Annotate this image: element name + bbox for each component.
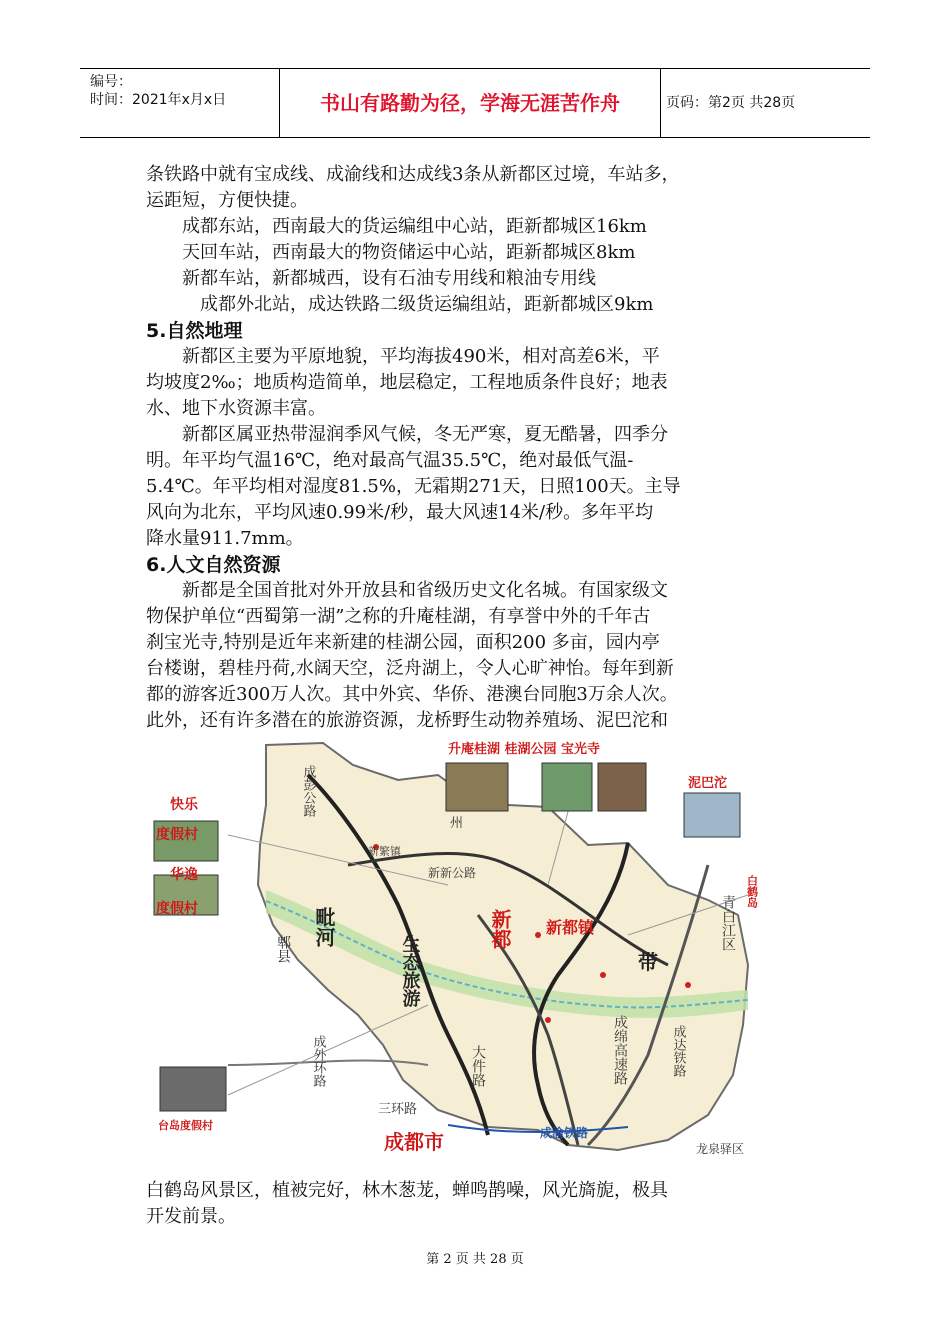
map-label-huayi: 华逸 (170, 867, 198, 883)
paragraph-line: 物保护单位“西蜀第一湖”之称的升庵桂湖，有享誉中外的千年古 (146, 606, 651, 627)
paragraph-line: 运距短，方便快捷。 (146, 190, 308, 211)
page-footer: 第 2 页 共 28 页 (426, 1252, 524, 1267)
header-meta (80, 69, 280, 137)
photo-thumbnail (446, 763, 508, 811)
map-marker (545, 1017, 551, 1023)
map-label-xinxin: 新新公路 (428, 866, 477, 880)
map-label-chengpeng: 成彭公路 (300, 765, 316, 817)
map-label-xinduzhen: 新都镇 (546, 918, 595, 937)
map-label-chengda: 成达铁路 (670, 1025, 686, 1077)
paragraph-line: 台楼谢，碧桂丹荷,水阔天空，泛舟湖上，令人心旷神怡。每年到新 (146, 658, 674, 679)
map-label-xindu: 新都 (488, 909, 512, 949)
paragraph-line: 5.4℃。年平均相对湿度81.5%，无霜期271天，日照100天。主导 (146, 476, 681, 497)
paragraph-line: 天回车站，西南最大的物资储运中心站，距新都城区8km (146, 242, 636, 263)
map-label-dai: 带 (638, 950, 658, 974)
paragraph-line: 成都外北站，成达铁路二级货运编组站，距新都城区9km (146, 294, 654, 315)
page-header (80, 68, 870, 138)
map-label-chengyu: 成渝铁路 (540, 1126, 589, 1140)
map-label-taidao: 台岛度假村 (158, 1119, 213, 1132)
photo-thumbnail (542, 763, 592, 811)
doc-number-label: 编号： (90, 74, 132, 90)
map-label-qingbai: 青白江区 (720, 895, 736, 951)
header-page-info: 页码：第2页 共28页 (666, 95, 796, 111)
paragraph-line: 刹宝光寺,特别是近年来新建的桂湖公园，面积200 多亩，园内亭 (146, 632, 660, 653)
map-label-dajian: 大件路 (470, 1045, 486, 1087)
section-heading-5: 5.自然地理 (146, 320, 243, 342)
map-label-top: 升庵桂湖 桂湖公园 宝光寺 (448, 742, 601, 757)
map-marker (685, 982, 691, 988)
map-label-longquan: 龙泉驿区 (696, 1142, 745, 1156)
map-label-pixian: 郫县 (275, 935, 291, 963)
paragraph-line: 条铁路中就有宝成线、成渝线和达成线3条从新都区过境，车站多， (146, 164, 680, 185)
paragraph-line: 新都区主要为平原地貌，平均海拔490米，相对高差6米，平 (146, 346, 660, 367)
map-marker (535, 932, 541, 938)
map-label-dujiacun-1: 度假村 (156, 827, 198, 843)
paragraph-line: 水、地下水资源丰富。 (146, 398, 326, 419)
map-label-dujiacun-2: 度假村 (156, 901, 198, 917)
paragraph-line: 成都东站，西南最大的货运编组中心站，距新都城区16km (146, 216, 647, 237)
map-marker (600, 972, 606, 978)
paragraph-line: 新都车站，新都城西，设有石油专用线和粮油专用线 (146, 268, 596, 289)
map-label-chengwai: 成外环路 (310, 1035, 326, 1087)
paragraph-line: 风向为北东，平均风速0.99米/秒，最大风速14米/秒。多年平均 (146, 502, 654, 523)
paragraph-line: 均坡度2‰；地质构造简单，地层稳定，工程地质条件良好；地表 (146, 372, 668, 393)
section-heading-6: 6.人文自然资源 (146, 554, 281, 576)
map-label-baihe: 白鹤岛 (745, 875, 759, 908)
photo-thumbnail (160, 1067, 226, 1111)
map-label-chengdu: 成都市 (384, 1130, 444, 1154)
paragraph-line: 降水量911.7mm。 (146, 528, 304, 549)
paragraph-line: 都的游客近300万人次。其中外宾、华侨、港澳台同胞3万余人次。 (146, 684, 678, 705)
paragraph-line: 白鹤岛风景区，植被完好，林木葱茏，蝉鸣鹊噪，风光旖旎，极具 (146, 1180, 668, 1201)
map-label-xinfan: 新繁镇 (368, 845, 401, 858)
tourism-map (148, 735, 788, 1158)
paragraph-line: 新都区属亚热带湿润季风气候，冬无严寒，夏无酷暑，四季分 (146, 424, 668, 445)
map-label-nibatuo: 泥巴沱 (688, 776, 728, 791)
photo-thumbnail (598, 763, 646, 811)
map-label-kuaile: 快乐 (170, 797, 198, 813)
map-label-chengmian: 成绵高速路 (612, 1015, 628, 1085)
map-label-zhou: 州 (450, 816, 464, 831)
doc-date-label: 时间：2021年x月x日 (90, 92, 227, 108)
header-motto: 书山有路勤为径，学海无涯苦作舟 (280, 69, 661, 137)
paragraph-line: 新都是全国首批对外开放县和省级历史文化名城。有国家级文 (146, 580, 668, 601)
photo-thumbnail (684, 793, 740, 837)
map-label-shengtai: 生态旅游 (399, 935, 421, 1007)
map-label-sanhuan: 三环路 (378, 1102, 418, 1117)
paragraph-line: 此外，还有许多潜在的旅游资源，龙桥野生动物养殖场、泥巴沱和 (146, 710, 668, 731)
map-label-pihe: 毗河 (312, 907, 336, 947)
paragraph-line: 明。年平均气温16℃，绝对最高气温35.5℃，绝对最低气温- (146, 450, 634, 471)
paragraph-line: 开发前景。 (146, 1206, 236, 1227)
